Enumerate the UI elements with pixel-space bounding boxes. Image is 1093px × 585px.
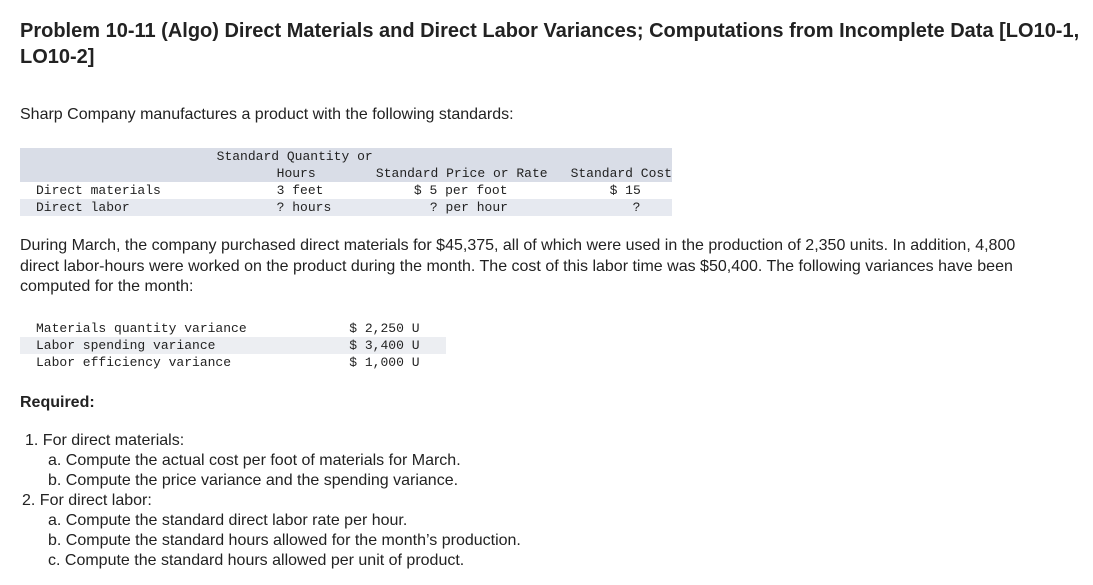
- requirements-list: [22, 431, 521, 571]
- list-item: a. Compute the standard direct labor rate per hour.: [48, 512, 408, 529]
- variance-value: $ 1,000 U: [349, 355, 420, 370]
- header-quantity-line1: Standard Quantity or: [168, 148, 376, 165]
- row-label: Direct labor: [20, 199, 168, 216]
- row-cost: $ 15: [609, 183, 641, 198]
- table-row: [20, 320, 446, 337]
- scenario-paragraph: During March, the company purchased direct materials for $45,375, all of which were used in the production of 2,350 units. In addition, 4,800 direct labor-hours were worked on the product during the month. The cost of this labor time was $50,400. The following variances have been computed for the month:: [20, 237, 1016, 295]
- list-item: 2. For direct labor:: [22, 492, 152, 509]
- list-item: b. Compute the standard hours allowed for the month’s production.: [48, 532, 521, 549]
- table-row: [20, 182, 672, 199]
- table-row: [20, 199, 672, 216]
- standards-header-row-1: [20, 148, 672, 165]
- problem-title: Problem 10-11 (Algo) Direct Materials and Direct Labor Variances; Computations from Incomplete Data [LO10-1, LO10-2]: [20, 20, 1080, 68]
- row-cost: ?: [632, 200, 641, 215]
- header-cost: Standard Cost: [548, 165, 672, 182]
- row-quantity: ? hours: [276, 200, 332, 215]
- list-item: b. Compute the price variance and the spending variance.: [48, 472, 459, 489]
- row-quantity: 3 feet: [276, 183, 324, 198]
- list-item: c. Compute the standard hours allowed per unit of product.: [48, 552, 465, 569]
- standards-table: [20, 148, 672, 216]
- row-price: ? per hour: [429, 200, 508, 215]
- variance-label: Labor spending variance: [20, 337, 349, 354]
- header-hours: Hours: [168, 165, 376, 182]
- table-row: [20, 354, 446, 371]
- variance-value: $ 3,400 U: [349, 337, 446, 354]
- variances-table: [20, 320, 446, 371]
- variance-value: $ 2,250 U: [349, 321, 420, 336]
- required-heading: Required:: [20, 394, 95, 411]
- list-item: 1. For direct materials:: [25, 432, 185, 449]
- header-price: Standard Price or Rate: [375, 166, 548, 181]
- list-item: a. Compute the actual cost per foot of materials for March.: [48, 452, 461, 469]
- table-row: [20, 337, 446, 354]
- standards-header-row-2: [20, 165, 672, 182]
- row-label: Direct materials: [20, 182, 168, 199]
- row-price: $ 5 per foot: [413, 183, 508, 198]
- variance-label: Labor efficiency variance: [36, 355, 232, 370]
- variance-label: Materials quantity variance: [36, 321, 247, 336]
- intro-text: Sharp Company manufactures a product with the following standards:: [20, 106, 514, 123]
